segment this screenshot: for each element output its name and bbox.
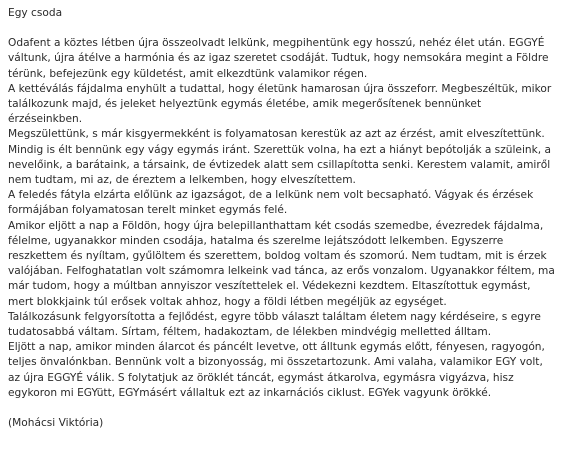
poem-body bbox=[8, 36, 556, 401]
paragraph-1: Odafent a köztes létben újra összeolvadt lelkünk, megpihentünk egy hosszú, nehéz élet után. EGGYÉ váltunk, újra átélve a harmónia és az igaz szeretet csodáját. Tudtuk, hogy nemsokára megint a Földre térünk, befejezünk egy küldetést, amit elkezdtünk valamikor régen. bbox=[8, 37, 549, 80]
paragraph-5: Amikor eljött a nap a Földön, hogy újra belepillanthattam két csodás szemedbe, évezredek fájdalma, félelme, ugyanakkor minden csodája, hatalma és szerelme lejátszódott lelkemben. Egyszerre reszkettem és nyíltam, gyűlöltem és szerettem, boldog voltam és szomorú. Nem tudtam, mit is érzek valójában. Felfoghatatlan volt számomra lelkeink vad tánca, az erős vonzalom. Ugyanakkor féltem, ma már tudom, hogy a múltban annyiszor veszítettelek el. Védekezni kezdtem. Eltaszítottuk egymást, mert blokkjaink túl erősek voltak ahhoz, hogy a földi létben megéljük az egységet. bbox=[8, 219, 555, 308]
paragraph-6: Találkozásunk felgyorsította a fejlődést, egyre több választ találtam életem nagy kérdéseire, s egyre tudatosabbá váltam. Sírtam, féltem, hadakoztam, de lélekben mindvégig melletted álltam. bbox=[8, 310, 541, 339]
paragraph-7: Eljött a nap, amikor minden álarcot és páncélt levetve, ott álltunk egymás előtt, fényesen, ragyogón, teljes önvalónkban. Bennünk volt a bizonyosság, mi összetartozunk. Ami valaha, valamikor EGY volt, az újra EGGYÉ válik. S folytatjuk az öröklét táncát, egymást átkarolva, egymásra vigyázva, hisz egykoron mi EGYütt, EGYmásért vállaltuk ezt az inkarnációs ciklust. EGYek vagyunk örökké. bbox=[8, 341, 545, 399]
poem-document bbox=[8, 6, 556, 431]
author-signature: (Mohácsi Viktória) bbox=[8, 417, 104, 430]
paragraph-3: Megszülettünk, s már kisgyermekként is folyamatosan kerestük az azt az érzést, amit elveszítettünk. Mindig is élt bennünk egy vágy egymás iránt. Szerettük volna, ha ezt a hiányt bepótolják a szüleink, a nevelőink, a barátaink, a társaink, de évtizedek alatt sem csillapította senki. Kerestem valamit, amiről nem tudtam, mi az, de éreztem a lelkemben, hogy elveszítettem. bbox=[8, 128, 551, 187]
paragraph-4: A feledés fátyla elzárta előlünk az igazságot, de a lelkünk nem volt becsapható. Vágyak és érzések formájában folyamatosan terelt minket egymás felé. bbox=[8, 189, 534, 217]
poem-title: Egy csoda bbox=[8, 7, 63, 19]
paragraph-2: A kettéválás fájdalma enyhült a tudattal, hogy életünk hamarosan újra összeforr. Megbeszéltük, mikor találkozunk majd, és jeleket helyeztünk egymás életébe, amik megerősítenek bennünket érzéseinkben. bbox=[8, 82, 552, 126]
